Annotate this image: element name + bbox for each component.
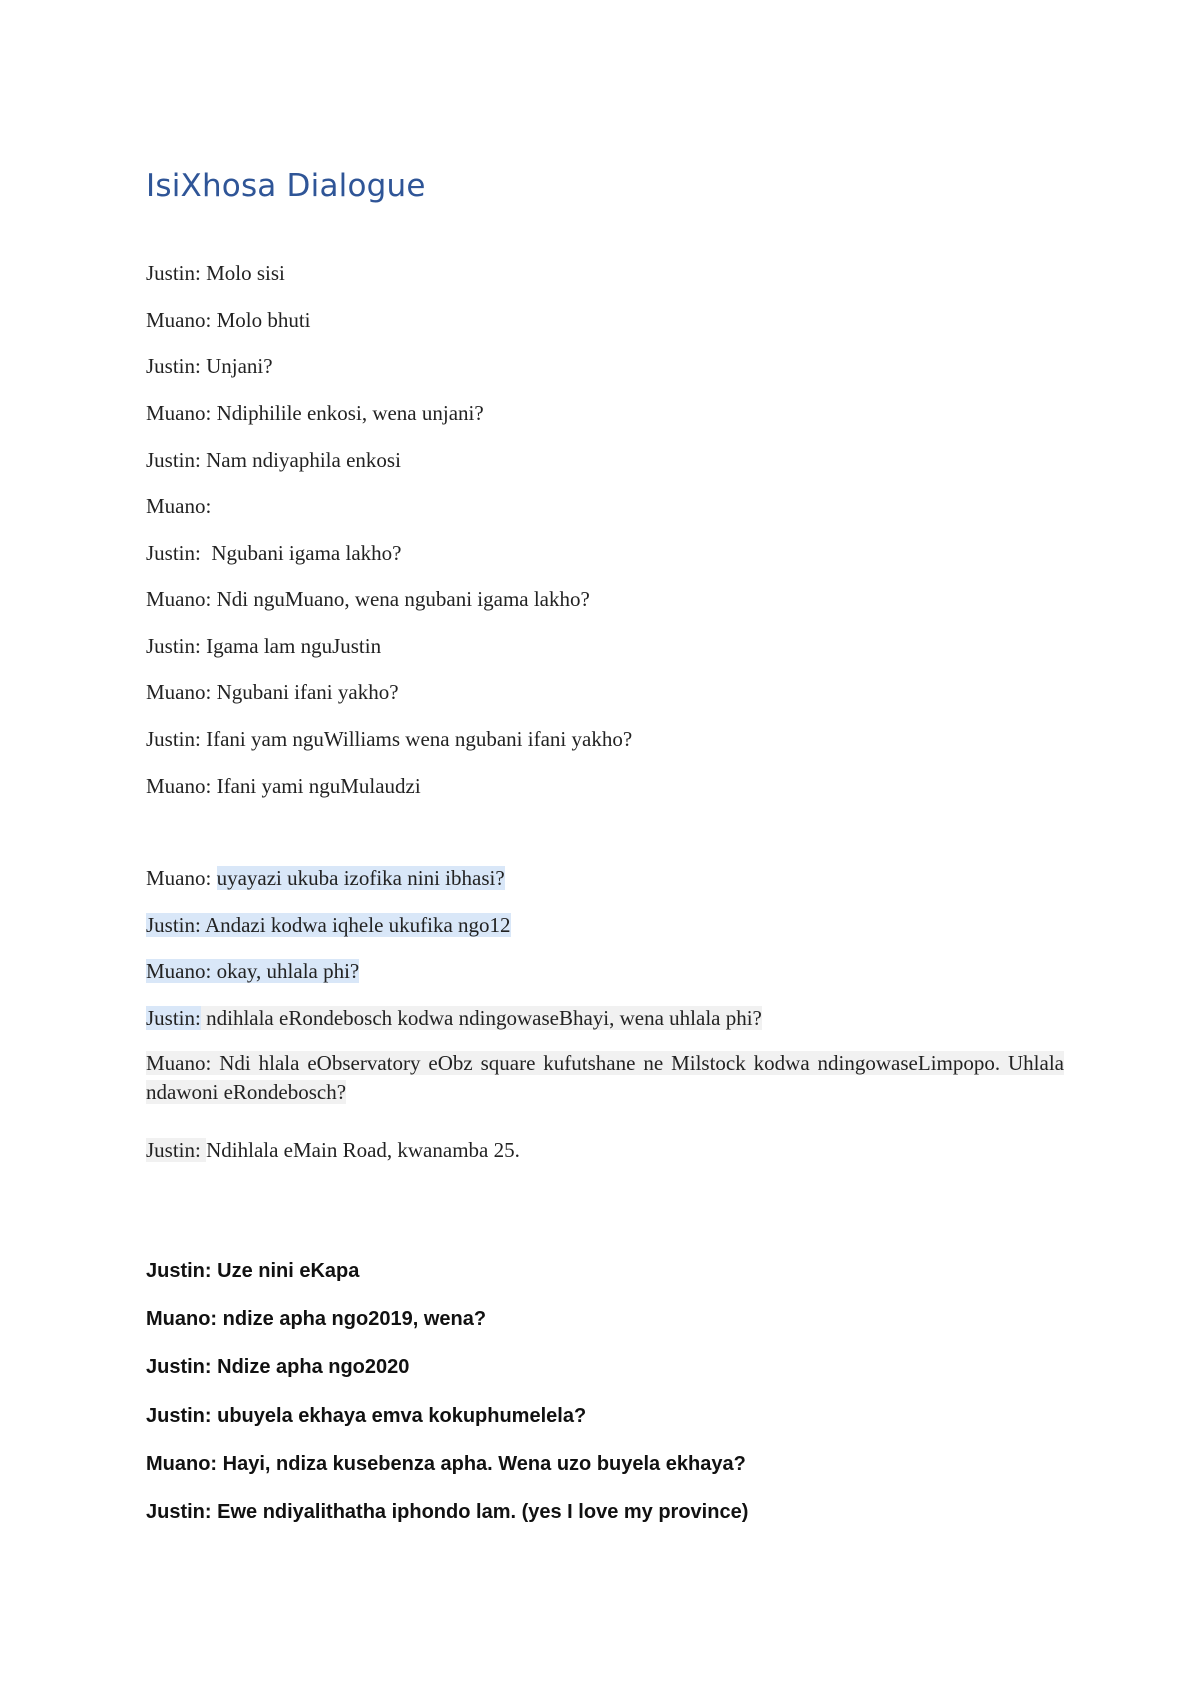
speaker-label: Muano: [146,494,212,518]
speaker-label: Justin: [146,1501,212,1523]
line-text: Ndi nguMuano, wena ngubani igama lakho? [211,587,590,611]
line-text: Andazi kodwa iqhele ukufika ngo12 [200,913,511,937]
dialogue-line [146,306,311,334]
dialogue-line [146,772,421,800]
dialogue-line-bold [146,1402,586,1430]
dialogue-paragraph [146,1049,1064,1107]
dialogue-line-highlighted [146,864,505,892]
dialogue-line [146,678,399,706]
line-text: Ifani yam nguWilliams wena ngubani ifani yakho? [200,727,633,751]
speaker-label: Muano: [146,308,212,332]
speaker-label: Justin: [146,913,201,937]
speaker-label: Justin: [146,354,201,378]
dialogue-line [146,446,401,474]
dialogue-line [146,585,590,613]
line-text: Ewe ndiyalithatha iphondo lam. (yes I love my province) [211,1501,749,1523]
speaker-label: Muano: [146,587,212,611]
line-text: Molo sisi [200,261,285,285]
speaker-label: Justin: [146,1138,201,1162]
dialogue-line [146,632,381,660]
line-text: Ndi hlala eObservatory eObz square kufutshane ne Milstock kodwa ndingowaseLimpopo. Uhlala ndawoni eRondebosch? [146,1051,1064,1104]
line-text: Hayi, ndiza kusebenza apha. Wena uzo buyela ekhaya? [217,1453,746,1475]
dialogue-line-bold [146,1305,486,1333]
dialogue-line [146,492,211,520]
speaker-label: Muano: [146,1051,212,1075]
line-text: uyayazi ukuba izofika nini ibhasi? [216,866,505,890]
line-text: Ngubani igama lakho? [200,541,402,565]
speaker-label: Muano: [146,959,212,983]
speaker-label: Muano: [146,1308,218,1330]
line-text: ubuyela ekhaya emva kokuphumelela? [211,1405,587,1427]
speaker-label: Justin: [146,634,201,658]
line-text: ndize apha ngo2019, wena? [217,1308,487,1330]
dialogue-line [146,399,484,427]
speaker-label: Justin: [146,1260,212,1282]
dialogue-line-highlighted [146,1004,762,1032]
speaker-label: Justin: [146,261,201,285]
line-text: Ndiphilile enkosi, wena unjani? [211,401,484,425]
line-text: Ndihlala eMain Road, kwanamba 25. [206,1138,520,1162]
dialogue-line [146,352,273,380]
dialogue-line [146,725,632,753]
dialogue-line [146,539,401,567]
line-text: Ndize apha ngo2020 [211,1356,410,1378]
speaker-label: Justin: [146,1006,201,1030]
line-text: ndihlala eRondebosch kodwa ndingowaseBhayi, wena uhlala phi? [206,1006,762,1030]
dialogue-line-highlighted [146,911,511,939]
speaker-label: Justin: [146,1356,212,1378]
dialogue-line-bold [146,1257,359,1285]
line-text: Uze nini eKapa [211,1260,360,1282]
line-text: Unjani? [200,354,273,378]
line-text: Nam ndiyaphila enkosi [200,448,401,472]
speaker-label: Muano: [146,680,212,704]
speaker-label: Justin: [146,1405,212,1427]
dialogue-line-bold [146,1498,748,1526]
speaker-label: Justin: [146,727,201,751]
line-text: Ngubani ifani yakho? [211,680,399,704]
dialogue-line-bold [146,1353,409,1381]
document-title: IsiXhosa Dialogue [146,168,426,204]
line-text: Ifani yami nguMulaudzi [211,774,421,798]
speaker-label: Muano: [146,866,212,890]
line-text: Molo bhuti [211,308,311,332]
speaker-label: Justin: [146,541,201,565]
dialogue-line-highlighted [146,957,359,985]
line-text: okay, uhlala phi? [211,959,360,983]
dialogue-line-bold [146,1450,746,1478]
speaker-label: Muano: [146,1453,218,1475]
speaker-label: Muano: [146,774,212,798]
dialogue-line-highlighted [146,1136,520,1164]
dialogue-line [146,259,285,287]
speaker-label: Muano: [146,401,212,425]
speaker-label: Justin: [146,448,201,472]
line-text: Igama lam nguJustin [200,634,382,658]
